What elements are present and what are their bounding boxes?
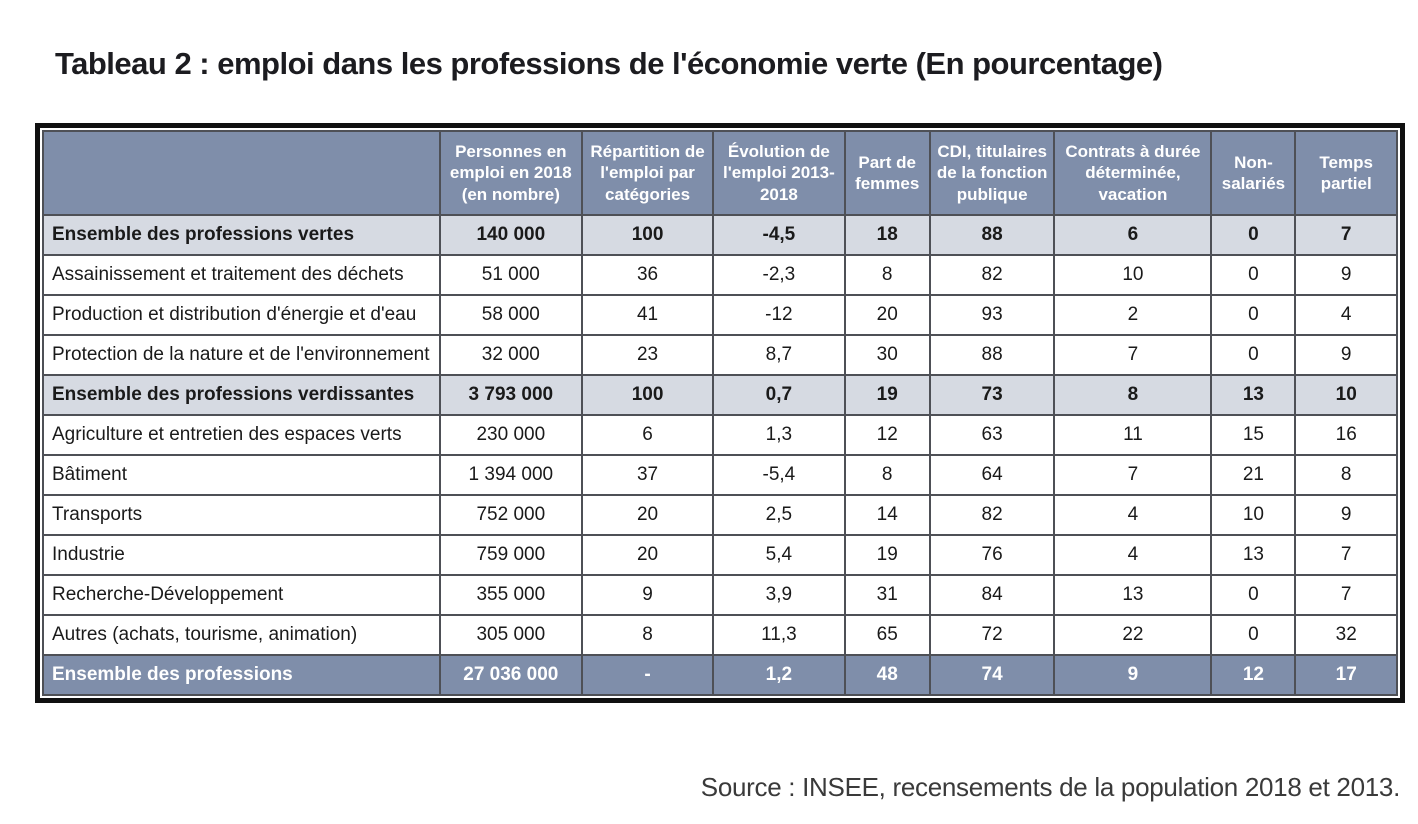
value-cell: 7 [1295,215,1397,255]
header-cell: Contrats à durée déterminée, vacation [1054,131,1211,215]
green-economy-table [42,130,1398,696]
table-row [43,575,1397,615]
value-cell: 15 [1211,415,1295,455]
header-cell: Temps partiel [1295,131,1397,215]
value-cell: 23 [582,335,713,375]
table-header [43,131,1397,215]
value-cell: 6 [582,415,713,455]
value-cell: 3,9 [713,575,844,615]
table-row [43,455,1397,495]
value-cell: 6 [1054,215,1211,255]
value-cell: 0 [1211,215,1295,255]
value-cell: 7 [1295,535,1397,575]
value-cell: 74 [930,655,1055,695]
value-cell: 51 000 [440,255,582,295]
value-cell: 13 [1211,535,1295,575]
header-cell: CDI, titulaires de la fonction publique [930,131,1055,215]
row-label: Autres (achats, tourisme, animation) [43,615,440,655]
value-cell: 63 [930,415,1055,455]
table-row [43,375,1397,415]
value-cell: 100 [582,375,713,415]
row-label: Ensemble des professions [43,655,440,695]
value-cell: 140 000 [440,215,582,255]
header-cell: Personnes en emploi en 2018 (en nombre) [440,131,582,215]
source-caption: Source : INSEE, recensements de la population 2018 et 2013. [700,772,1400,802]
value-cell: 0 [1211,575,1295,615]
value-cell: 84 [930,575,1055,615]
value-cell: 752 000 [440,495,582,535]
value-cell: 8 [1295,455,1397,495]
value-cell: 20 [845,295,930,335]
page-title: Tableau 2 : emploi dans les professions de l'économie verte (En pourcentage) [55,46,1163,81]
value-cell: 9 [1054,655,1211,695]
value-cell: 31 [845,575,930,615]
value-cell: 8 [1054,375,1211,415]
table-frame [35,123,1405,703]
value-cell: 30 [845,335,930,375]
table-row [43,655,1397,695]
row-label: Recherche-Développement [43,575,440,615]
value-cell: - [582,655,713,695]
value-cell: 41 [582,295,713,335]
value-cell: 11 [1054,415,1211,455]
table-row [43,415,1397,455]
header-cell: Part de femmes [845,131,930,215]
table-row [43,335,1397,375]
value-cell: 0,7 [713,375,844,415]
value-cell: 9 [1295,335,1397,375]
value-cell: -5,4 [713,455,844,495]
value-cell: 1,3 [713,415,844,455]
table-row [43,615,1397,655]
row-label: Protection de la nature et de l'environnement [43,335,440,375]
value-cell: 10 [1295,375,1397,415]
value-cell: 18 [845,215,930,255]
value-cell: 1,2 [713,655,844,695]
value-cell: 13 [1211,375,1295,415]
value-cell: 82 [930,495,1055,535]
row-label: Industrie [43,535,440,575]
value-cell: 7 [1054,455,1211,495]
value-cell: -4,5 [713,215,844,255]
value-cell: 1 394 000 [440,455,582,495]
value-cell: 21 [1211,455,1295,495]
value-cell: 305 000 [440,615,582,655]
value-cell: 64 [930,455,1055,495]
value-cell: 2 [1054,295,1211,335]
value-cell: 7 [1295,575,1397,615]
value-cell: 13 [1054,575,1211,615]
value-cell: 19 [845,375,930,415]
value-cell: 10 [1054,255,1211,295]
value-cell: 3 793 000 [440,375,582,415]
value-cell: 76 [930,535,1055,575]
header-cell: Non-salariés [1211,131,1295,215]
header-cell-empty [43,131,440,215]
row-label: Bâtiment [43,455,440,495]
header-row [43,131,1397,215]
value-cell: 32 [1295,615,1397,655]
row-label: Transports [43,495,440,535]
value-cell: 16 [1295,415,1397,455]
value-cell: 88 [930,335,1055,375]
value-cell: 93 [930,295,1055,335]
table-row [43,255,1397,295]
value-cell: 9 [582,575,713,615]
value-cell: 0 [1211,295,1295,335]
value-cell: 4 [1295,295,1397,335]
value-cell: -12 [713,295,844,335]
value-cell: 10 [1211,495,1295,535]
value-cell: 36 [582,255,713,295]
value-cell: 11,3 [713,615,844,655]
value-cell: 355 000 [440,575,582,615]
value-cell: 48 [845,655,930,695]
value-cell: 14 [845,495,930,535]
table-row [43,295,1397,335]
row-label: Agriculture et entretien des espaces verts [43,415,440,455]
value-cell: 9 [1295,495,1397,535]
value-cell: 7 [1054,335,1211,375]
value-cell: 759 000 [440,535,582,575]
value-cell: 17 [1295,655,1397,695]
table-row [43,535,1397,575]
value-cell: 82 [930,255,1055,295]
header-cell: Répartition de l'emploi par catégories [582,131,713,215]
table-row [43,495,1397,535]
value-cell: 12 [845,415,930,455]
value-cell: 100 [582,215,713,255]
value-cell: 0 [1211,335,1295,375]
value-cell: 65 [845,615,930,655]
value-cell: 8 [845,455,930,495]
value-cell: 72 [930,615,1055,655]
value-cell: 88 [930,215,1055,255]
value-cell: 12 [1211,655,1295,695]
table-body [43,215,1397,695]
row-label: Ensemble des professions verdissantes [43,375,440,415]
value-cell: 37 [582,455,713,495]
value-cell: 20 [582,495,713,535]
row-label: Ensemble des professions vertes [43,215,440,255]
value-cell: 2,5 [713,495,844,535]
value-cell: 230 000 [440,415,582,455]
value-cell: 19 [845,535,930,575]
value-cell: 8,7 [713,335,844,375]
value-cell: 4 [1054,535,1211,575]
value-cell: 9 [1295,255,1397,295]
value-cell: 8 [845,255,930,295]
value-cell: 0 [1211,615,1295,655]
value-cell: 27 036 000 [440,655,582,695]
row-label: Production et distribution d'énergie et d'eau [43,295,440,335]
value-cell: 5,4 [713,535,844,575]
value-cell: 20 [582,535,713,575]
value-cell: 0 [1211,255,1295,295]
value-cell: 4 [1054,495,1211,535]
value-cell: 73 [930,375,1055,415]
table-row [43,215,1397,255]
value-cell: 8 [582,615,713,655]
value-cell: 22 [1054,615,1211,655]
row-label: Assainissement et traitement des déchets [43,255,440,295]
value-cell: -2,3 [713,255,844,295]
value-cell: 58 000 [440,295,582,335]
header-cell: Évolution de l'emploi 2013-2018 [713,131,844,215]
value-cell: 32 000 [440,335,582,375]
